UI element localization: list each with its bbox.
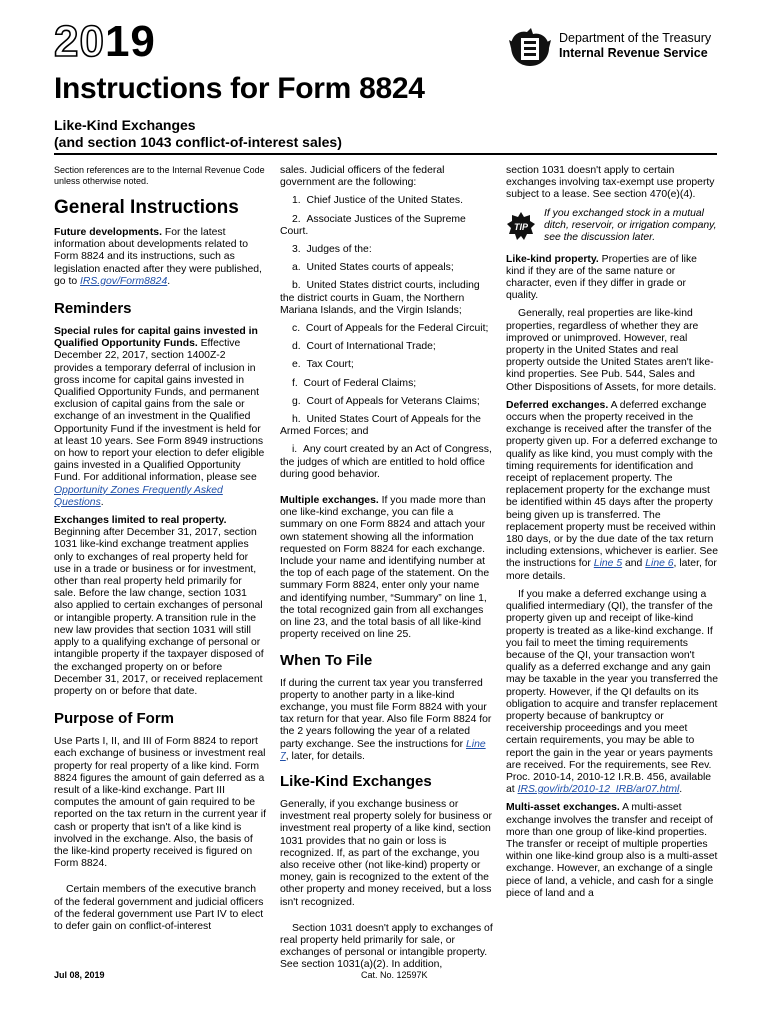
paragraph-text: Beginning after December 31, 2017, section 1031 like-kind exchange treatment applies only to exchanges of real property held for use in a trade or business or for investment, other than real property held primarily for sale. Before the law change, section 1031 also applied to certain exchanges of personal or intangible property. A transition rule in the new law provides that section 1031 will still apply to a qualifying exchange of personal or intangible property if the taxpayer disposed of the exchanged property on or before December 31, 2017, or received replacement property on or before that date. xyxy=(54,527,264,697)
line6-link[interactable]: Line 6 xyxy=(645,558,674,570)
real-properties-paragraph: Generally, real properties are like-kind properties, regardless of whether they are improved or unimproved. However, real property in the United States and real property outside the United States aren't like-kind properties. See Pub. 544, Sales and Other Dispositions of Assets, for more details. xyxy=(506,308,717,393)
column-3 xyxy=(506,165,718,906)
paragraph-text: and xyxy=(622,558,646,570)
year-solid: 19 xyxy=(104,17,156,66)
reminders-heading: Reminders xyxy=(54,300,132,318)
run-in-head: Like-kind property. xyxy=(506,253,599,265)
paragraph-text: Properties are of like kind if they are of the same nature or character, even if they differ in grade or quality. xyxy=(506,253,697,302)
paragraph-text: If you made more than one like-kind exchange, you can file a summary on one Form 8824 and attach your own statement showing all the information requested on Form 8824 for each exchange. Include your name and identifying number at the top of each page of the statement. On the summary Form 8824, enter only your name and identifying number, “Summary” on line 1, the total recognized gain from all exchanges on line 23, and the total basis of all like-kind property received on line 25. xyxy=(280,495,490,641)
agency-name xyxy=(559,31,711,61)
paragraph-text: For the latest information about developments related to Form 8824 and its instructions, such as legislation enacted after they were published, go to xyxy=(54,227,262,287)
deferred-exchanges-paragraph xyxy=(506,400,718,583)
punctuation: . xyxy=(167,275,171,287)
column-2 xyxy=(280,165,494,978)
spacer xyxy=(280,487,494,495)
section-1031-paragraph: Section 1031 doesn't apply to exchanges of real property held primarily for sale, or exchanges of personal or intangible property. See section 1031(a)(2). In addition, xyxy=(280,922,493,971)
judicial-list-item: i. Any court created by an Act of Congress, the judges of which are entitled to hold office during good behavior. xyxy=(280,444,492,480)
future-developments-paragraph xyxy=(54,227,266,288)
run-in-head: Special rules for capital gains invested in Qualified Opportunity Funds. xyxy=(54,326,258,350)
judicial-list-item: g. Court of Appeals for Veterans Claims; xyxy=(292,395,480,407)
spacer xyxy=(54,876,266,884)
general-instructions-heading: General Instructions xyxy=(54,197,239,218)
form-year xyxy=(54,18,156,66)
tip-text: If you exchanged stock in a mutual ditch, reservoir, or irrigation company, see the discussion later. xyxy=(544,207,717,244)
document-title: Instructions for Form 8824 xyxy=(54,72,425,105)
form8824-link[interactable]: IRS.gov/Form8824 xyxy=(80,275,168,287)
code-reference-note: Section references are to the Internal Revenue Code unless otherwise noted. xyxy=(54,165,265,186)
judicial-list-item: a. United States courts of appeals; xyxy=(292,262,454,274)
year-outline: 20 xyxy=(54,17,105,66)
purpose-paragraph: Use Parts I, II, and III of Form 8824 to report each exchange of business or investment real property for real property of a like kind. Form 8824 figures the amount of gain deferred as a result of a like-kind exchange. Part III computes the amount of gain required to be reported on the tax return in the current year if cash or property that isn't of a like kind is involved in the exchange. Also, the basis of the like-kind property received is figured on Form 8824. xyxy=(54,736,266,870)
spacer xyxy=(280,915,494,923)
tip-box xyxy=(506,208,718,246)
judicial-list-item: h. United States Court of Appeals for the Armed Forces; and xyxy=(280,414,481,438)
run-in-head: Multiple exchanges. xyxy=(280,495,379,507)
punctuation: . xyxy=(100,496,104,508)
paragraph-text: Effective December 22, 2017, section 1400Z-2 provides a temporary deferral of inclusion in gross income for capital gains invested in Qualified Opportunity Funds, and permanent exclusion of capital gains from the sale or exchange of an investment in the Qualified Opportunity Fund if the investment is held for at least 10 years. See Form 8949 instructions on how to report your election to defer eligible gains invested in a Qualified Opportunity Fund. For additional information, please see xyxy=(54,338,265,484)
line5-link[interactable]: Line 5 xyxy=(593,558,623,570)
header-divider xyxy=(54,153,717,155)
run-in-head: Future developments. xyxy=(54,227,162,238)
irs-label: Internal Revenue Service xyxy=(559,46,708,60)
run-in-head: Deferred exchanges. xyxy=(506,399,609,411)
judicial-list-item: 2. Associate Justices of the Supreme Court. xyxy=(280,213,466,237)
paragraph-text: A multi-asset exchange involves the transfer and receipt of more than one group of like-kind properties. The transfer or receipt of multiple properties within one like-kind group also is a multi-asset exchange. However, an exchange of a single piece of land, a vehicle, and cash for a single piece of land and a xyxy=(506,802,718,899)
judicial-list-item: b. United States district courts, including the district courts in Guam, the Northern Mariana Islands, and the Virgin Islands; xyxy=(280,280,480,316)
footer-catalog-number: Cat. No. 12597K xyxy=(361,970,428,980)
line7-link[interactable]: Line 7 xyxy=(280,738,486,762)
judicial-list-item: 3. Judges of the: xyxy=(292,244,372,256)
opportunity-zones-faq-link[interactable]: Opportunity Zones Frequently Asked Questions xyxy=(54,484,223,508)
like-kind-paragraph: Generally, if you exchange business or investment real property solely for business or investment real property of a like kind, section 1031 provides that no gain or loss is recognized. If, as part of the exchange, you also receive other (not like-kind) property or money, gain is recognized to the extent of the other property and money received, but a loss isn't recognized. xyxy=(280,798,492,908)
judicial-list-item: d. Court of International Trade; xyxy=(292,341,436,353)
like-kind-property-paragraph xyxy=(506,254,718,303)
run-in-head: Exchanges limited to real property. xyxy=(54,515,227,527)
paragraph-text: , later, for more details. xyxy=(506,558,717,582)
judicial-list-item: c. Court of Appeals for the Federal Circuit; xyxy=(292,323,489,335)
tip-icon xyxy=(506,211,536,241)
real-property-paragraph xyxy=(54,515,266,698)
executive-branch-paragraph: Certain members of the executive branch of the federal government and judicial officers of the federal government use Part IV to elect to defer gain on conflict-of-interest xyxy=(54,884,264,932)
document-subtitle xyxy=(54,117,342,151)
tip-label: TIP xyxy=(513,221,529,232)
irs-eagle-logo-icon xyxy=(507,26,553,70)
paragraph-text: A deferred exchange occurs when the property received in the exchange is received after the transfer of the property given up. For a deferred exchange to qualify as like kind, you must comply with the timing requirements for identification and receipt of replacement property. The replacement property for the exchange must be identified within 45 days after the property being given up is transferred. The replacement property must be received within 180 days, or by the due date of the tax return including extensions, whichever is earlier. See the instructions for xyxy=(506,399,718,570)
qof-paragraph xyxy=(54,326,266,509)
when-to-file-paragraph xyxy=(280,678,494,763)
judicial-list-item: f. Court of Federal Claims; xyxy=(292,377,417,389)
subtitle-line2: (and section 1043 conflict-of-interest sales) xyxy=(54,134,342,150)
paragraph-text: , later, for details. xyxy=(285,750,365,762)
column-1 xyxy=(54,165,266,939)
footer-date: Jul 08, 2019 xyxy=(54,970,105,980)
judicial-officers-intro: sales. Judicial officers of the federal government are the following: xyxy=(280,165,445,189)
irb-2010-12-link[interactable]: IRS.gov/irb/2010-12_IRB/ar07.html xyxy=(517,784,680,796)
punctuation: . xyxy=(679,784,683,796)
paragraph-text: If you make a deferred exchange using a qualified intermediary (QI), the transfer of the property given up and receipt of like-kind property is treated as a like-kind exchange. If you fail to meet the timing requirements because of the QI, your transaction won't qualify as a deferred exchange and any gain may be taxable in the year you transferred the property. However, if the QI defaults on its obligation to acquire and transfer replacement property because of bankruptcy or receivership proceedings and you meet certain requirements, you may be able to report the gain in the year or years payments are received. For the requirements, see Rev. Proc. 2010-14, 2010-12 I.R.B. 456, available at xyxy=(506,588,718,796)
irs-header xyxy=(507,26,722,70)
judicial-list-item: 1. Chief Justice of the United States. xyxy=(292,195,463,207)
run-in-head: Multi-asset exchanges. xyxy=(506,802,620,814)
multiple-exchanges-paragraph xyxy=(280,495,494,641)
multi-asset-paragraph xyxy=(506,802,718,900)
subtitle-line1: Like-Kind Exchanges xyxy=(54,117,196,133)
purpose-heading: Purpose of Form xyxy=(54,710,175,728)
qualified-intermediary-paragraph xyxy=(506,589,718,796)
when-to-file-heading: When To File xyxy=(280,651,373,669)
department-label: Department of the Treasury xyxy=(559,31,712,45)
continued-paragraph: section 1031 doesn't apply to certain exchanges involving tax-exempt use property subject to a lease. See section 470(e)(4). xyxy=(506,165,715,201)
judicial-list-item: e. Tax Court; xyxy=(292,359,354,371)
paragraph-text: If during the current tax year you transferred property to another party in a like-kind exchange, you must file Form 8824 with your tax return for that year. Also file Form 8824 for the 2 years following the year of a related party exchange. See the instructions for xyxy=(280,677,492,750)
like-kind-exchanges-heading: Like-Kind Exchanges xyxy=(280,772,432,790)
